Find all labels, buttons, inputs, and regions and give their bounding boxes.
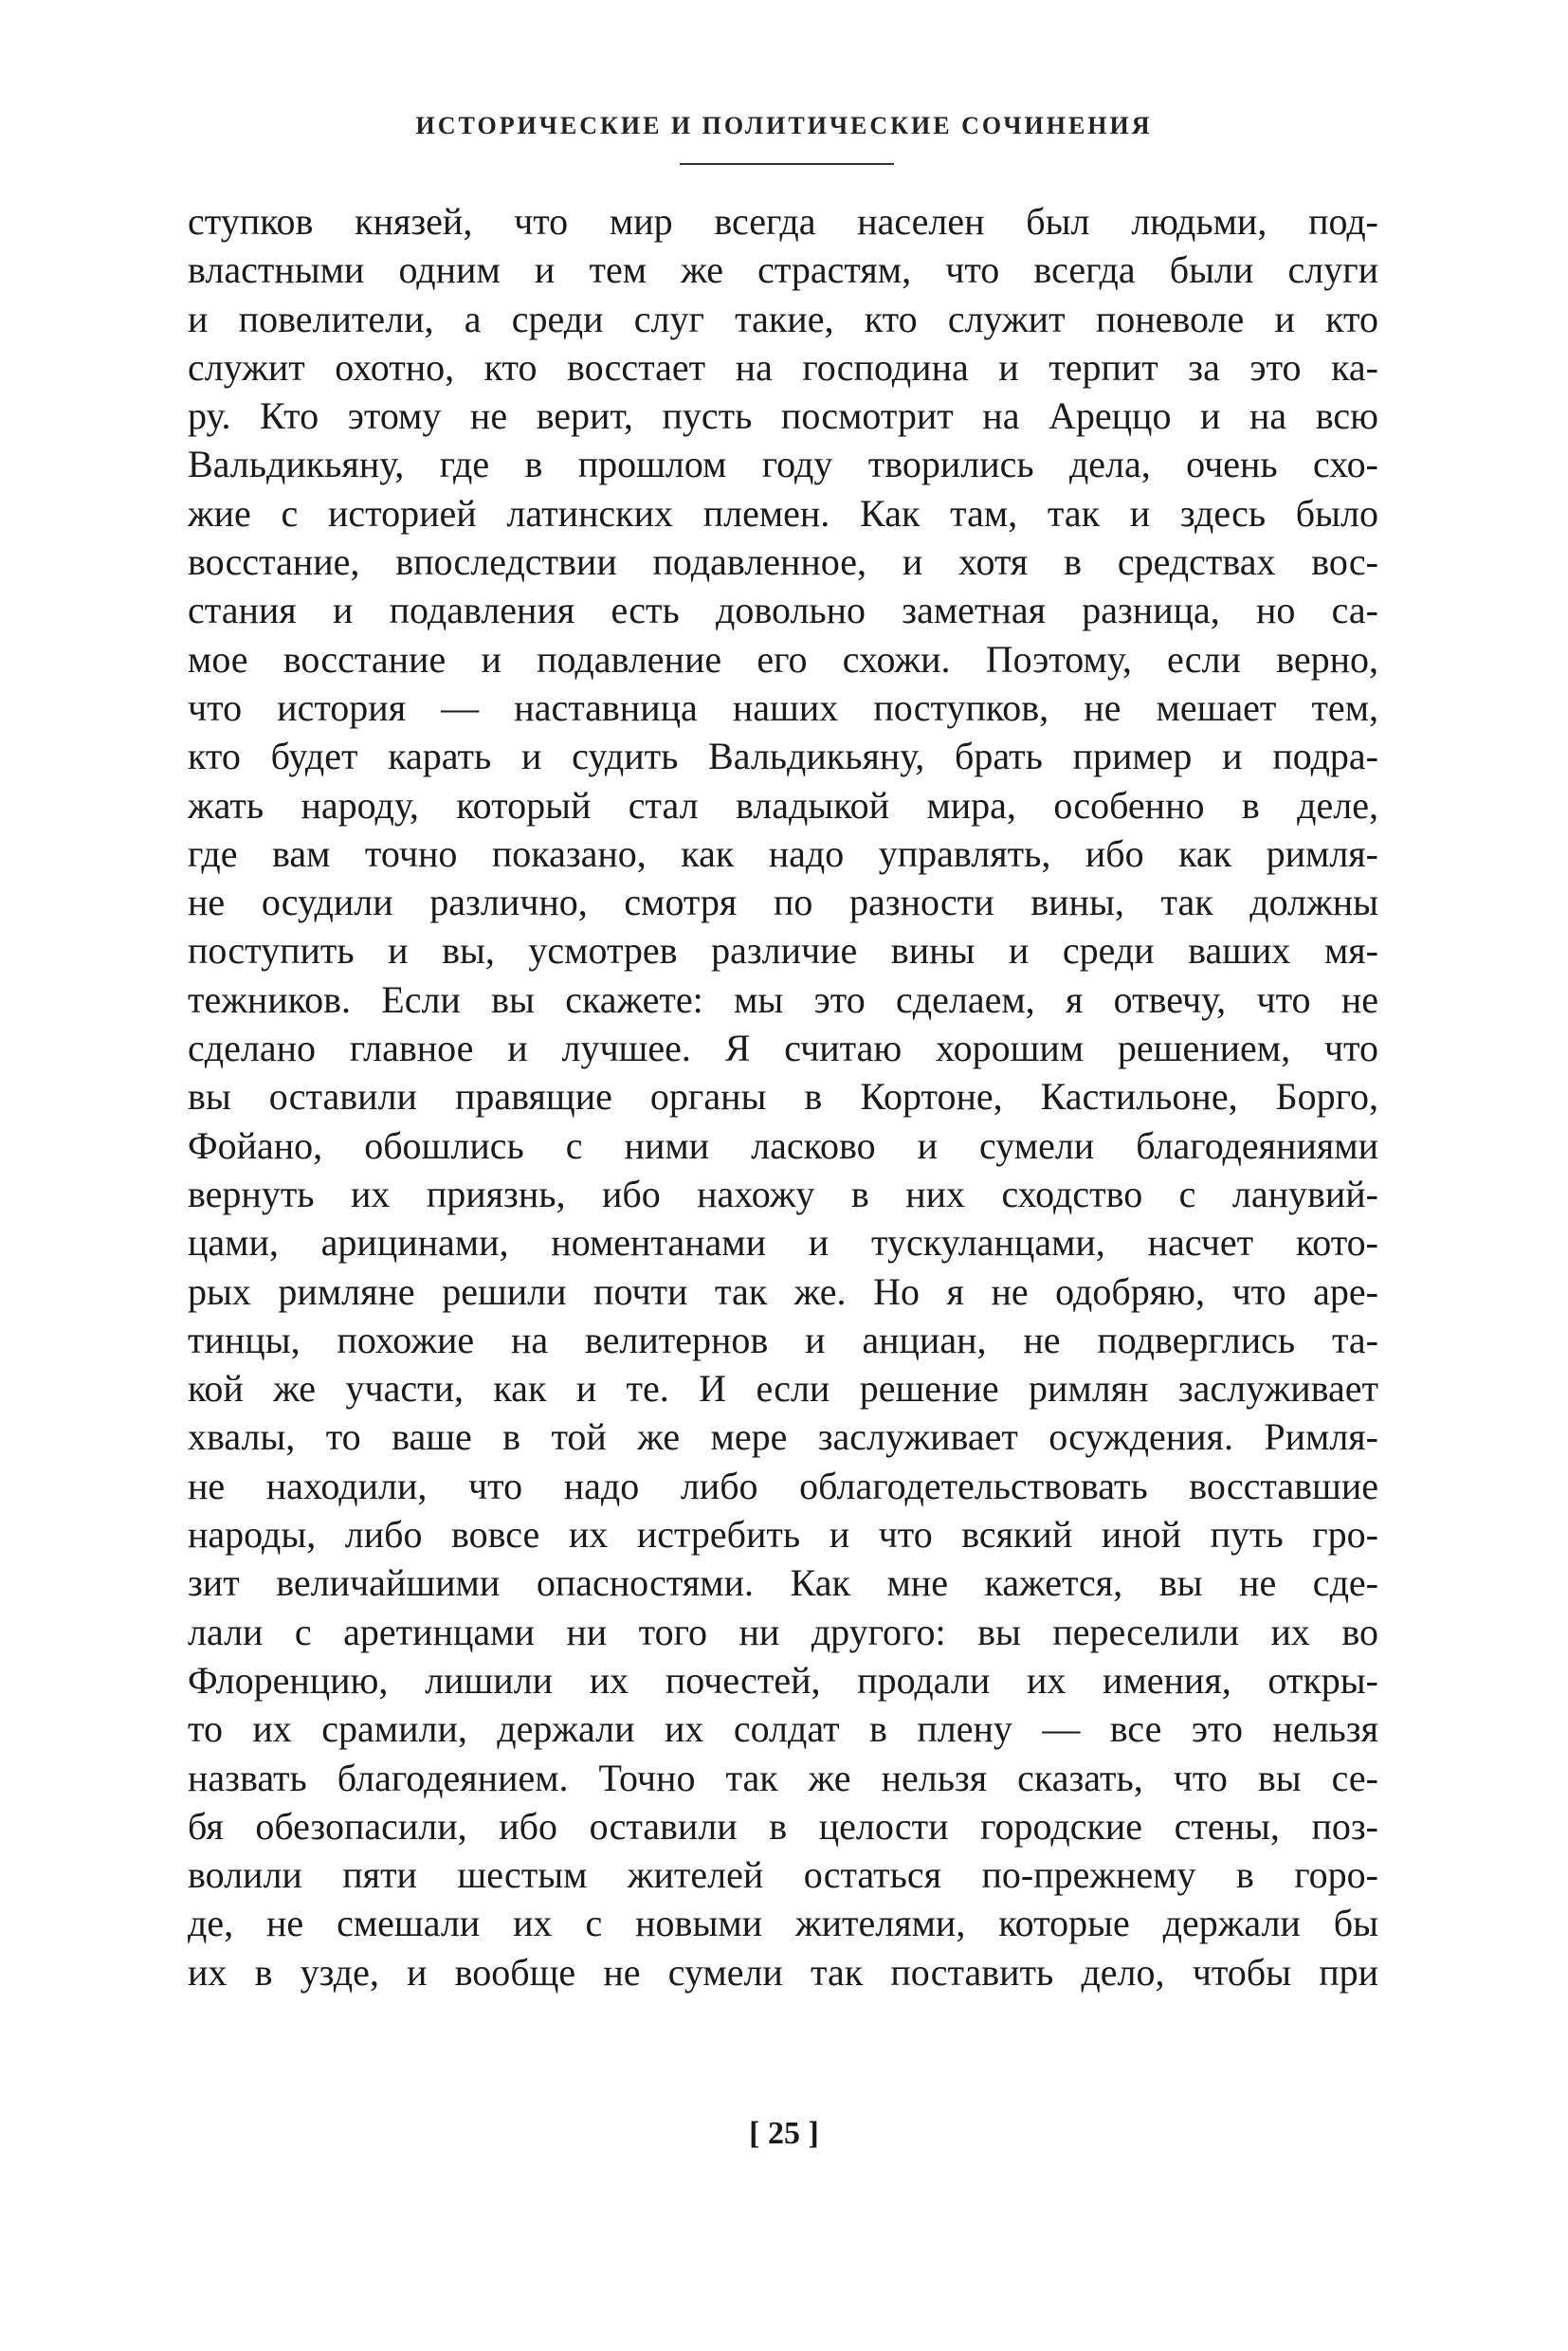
text-line: властными одним и тем же страстям, что всегда были слуги [188, 248, 1378, 292]
text-line: то их срамили, держали их солдат в плену — все это нельзя [188, 1707, 1378, 1751]
body-text [188, 197, 1378, 1996]
text-line: служит охотно, кто восстает на господина и терпит за это ка- [188, 345, 1378, 389]
text-line: что история — наставница наших поступков, не мешает тем, [188, 685, 1378, 729]
text-line: ру. Кто этому не верит, пусть посмотрит на Ареццо и на всю [188, 394, 1378, 438]
text-line: ступков князей, что мир всегда населен был людьми, под- [188, 200, 1378, 243]
text-line: мое восстание и подавление его схожи. Поэтому, если верно, [188, 637, 1378, 681]
text-line: кой же участи, как и те. И если решение римлян заслуживает [188, 1367, 1378, 1411]
text-line: хвалы, то ваше в той же мере заслуживает осуждения. Римля- [188, 1415, 1378, 1459]
text-line: цами, арицинами, номентанами и тускуланцами, насчет кото- [188, 1221, 1378, 1265]
text-line: восстание, впоследствии подавленное, и хотя в средствах вос- [188, 540, 1378, 584]
text-line: Флоренцию, лишили их почестей, продали их имения, откры- [188, 1658, 1378, 1702]
text-line: и повелители, а среди слуг такие, кто служит поневоле и кто [188, 297, 1378, 340]
text-line: жие с историей латинских племен. Как там, так и здесь было [188, 491, 1378, 535]
text-line: сделано главное и лучшее. Я считаю хорошим решением, что [188, 1027, 1378, 1070]
text-line: бя обезопасили, ибо оставили в целости городские стены, поз- [188, 1804, 1378, 1848]
text-line: Фойано, обошлись с ними ласково и сумели благодеяниями [188, 1123, 1378, 1167]
text-line: де, не смешали их с новыми жителями, которые держали бы [188, 1902, 1378, 1945]
text-line: рых римляне решили почти так же. Но я не одобряю, что аре- [188, 1269, 1378, 1313]
running-head: ИСТОРИЧЕСКИЕ И ПОЛИТИЧЕСКИЕ СОЧИНЕНИЯ [415, 112, 1153, 139]
text-line: не находили, что надо либо облагодетельствовать восставшие [188, 1464, 1378, 1507]
text-line: кто будет карать и судить Вальдикьяну, брать пример и подра- [188, 735, 1378, 778]
text-line: стания и подавления есть довольно заметная разница, но са- [188, 589, 1378, 632]
text-line: поступить и вы, усмотрев различие вины и среди ваших мя- [188, 929, 1378, 973]
text-line: где вам точно показано, как надо управлять, ибо как римля- [188, 831, 1378, 875]
text-line: вы оставили правящие органы в Кортоне, Кастильоне, Борго, [188, 1075, 1378, 1119]
page-number: [ 25 ] [749, 2116, 819, 2151]
text-line: вернуть их приязнь, ибо нахожу в них сходство с ланувий- [188, 1172, 1378, 1215]
text-line: зит величайшими опасностями. Как мне кажется, вы не сде- [188, 1561, 1378, 1605]
text-line: волили пяти шестым жителей остаться по-прежнему в горо- [188, 1853, 1378, 1897]
text-line: не осудили различно, смотря по разности вины, так должны [188, 881, 1378, 924]
text-line: Вальдикьяну, где в прошлом году творились дела, очень схо- [188, 443, 1378, 486]
text-line: их в узде, и вообще не сумели так поставить дело, чтобы при [188, 1950, 1378, 1994]
text-line: лали с аретинцами ни того ни другого: вы переселили их во [188, 1610, 1378, 1653]
text-line: народы, либо вовсе их истребить и что всякий иной путь гро- [188, 1513, 1378, 1557]
text-line: тинцы, похожие на велитернов и анциан, не подверглись та- [188, 1318, 1378, 1361]
text-line: назвать благодеянием. Точно так же нельзя сказать, что вы се- [188, 1756, 1378, 1799]
running-head-rule [680, 163, 894, 165]
text-line: жать народу, который стал владыкой мира, особенно в деле, [188, 783, 1378, 827]
text-line: тежников. Если вы скажете: мы это сделаем, я отвечу, что не [188, 977, 1378, 1021]
